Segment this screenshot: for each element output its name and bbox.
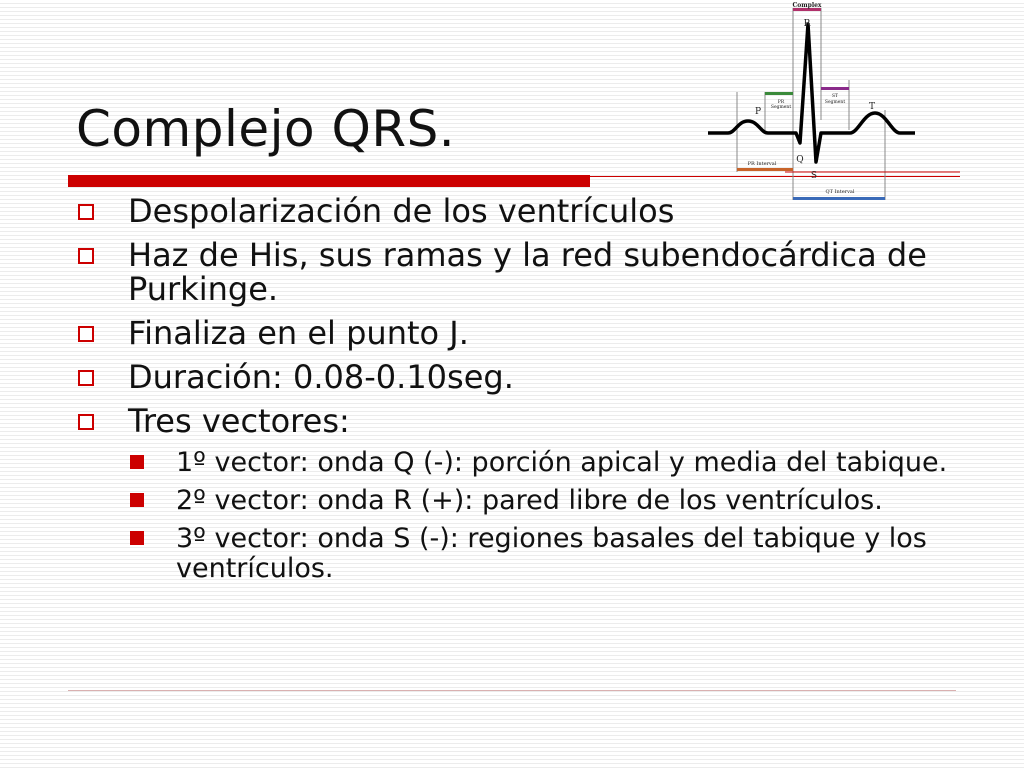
ecg-diagram [700,0,960,210]
p-wave-label: P [754,107,762,117]
bullet-item [76,238,956,306]
st-segment-marker [821,87,849,90]
t-wave-label: T [868,102,876,112]
bullet-item [76,316,956,350]
r-wave-label: R [803,19,811,29]
complex-label: Complex [792,2,822,9]
ecg-trace [708,24,915,162]
pr-interval-label: PR Interval [747,161,777,167]
title-underline-bar [68,175,590,187]
bullet-text: Haz de His, sus ramas y la red subendocárdica de Purkinge. [128,236,927,308]
sub-bullet-text: 3º vector: onda S (-): regiones basales del tabique y los ventrículos. [176,523,927,584]
sub-bullet-item [76,448,956,478]
bullet-text: Finaliza en el punto J. [128,314,469,352]
pr-interval-marker [737,168,793,171]
hollow-square-bullet-icon [78,414,94,430]
pr-segment-label-2: Segment [770,105,792,110]
sub-bullet-item [76,524,956,584]
pr-segment-label: PR [777,100,785,105]
pr-segment-marker [765,92,793,95]
bullet-item [76,194,956,228]
filled-square-bullet-icon [130,493,144,507]
hollow-square-bullet-icon [78,370,94,386]
filled-square-bullet-icon [130,455,144,469]
bullet-text: Despolarización de los ventrículos [128,192,675,230]
sub-bullet-item [76,486,956,516]
bullet-item [76,404,956,438]
hollow-square-bullet-icon [78,248,94,264]
bullet-text: Duración: 0.08-0.10seg. [128,358,514,396]
footer-rule-line [68,690,956,691]
q-wave-label: Q [796,155,804,165]
st-segment-label: ST [831,94,839,99]
sub-bullet-text: 1º vector: onda Q (-): porción apical y media del tabique. [176,447,948,478]
qt-interval-label: QT Interval [825,189,855,195]
st-segment-label-2: Segment [824,100,846,105]
bullet-text: Tres vectores: [128,402,350,440]
s-wave-label: S [810,171,818,181]
filled-square-bullet-icon [130,531,144,545]
bullet-list [76,194,956,592]
bullet-item [76,360,956,394]
hollow-square-bullet-icon [78,204,94,220]
sub-bullet-text: 2º vector: onda R (+): pared libre de los ventrículos. [176,485,883,516]
hollow-square-bullet-icon [78,326,94,342]
slide-title: Complejo QRS. [76,100,456,158]
